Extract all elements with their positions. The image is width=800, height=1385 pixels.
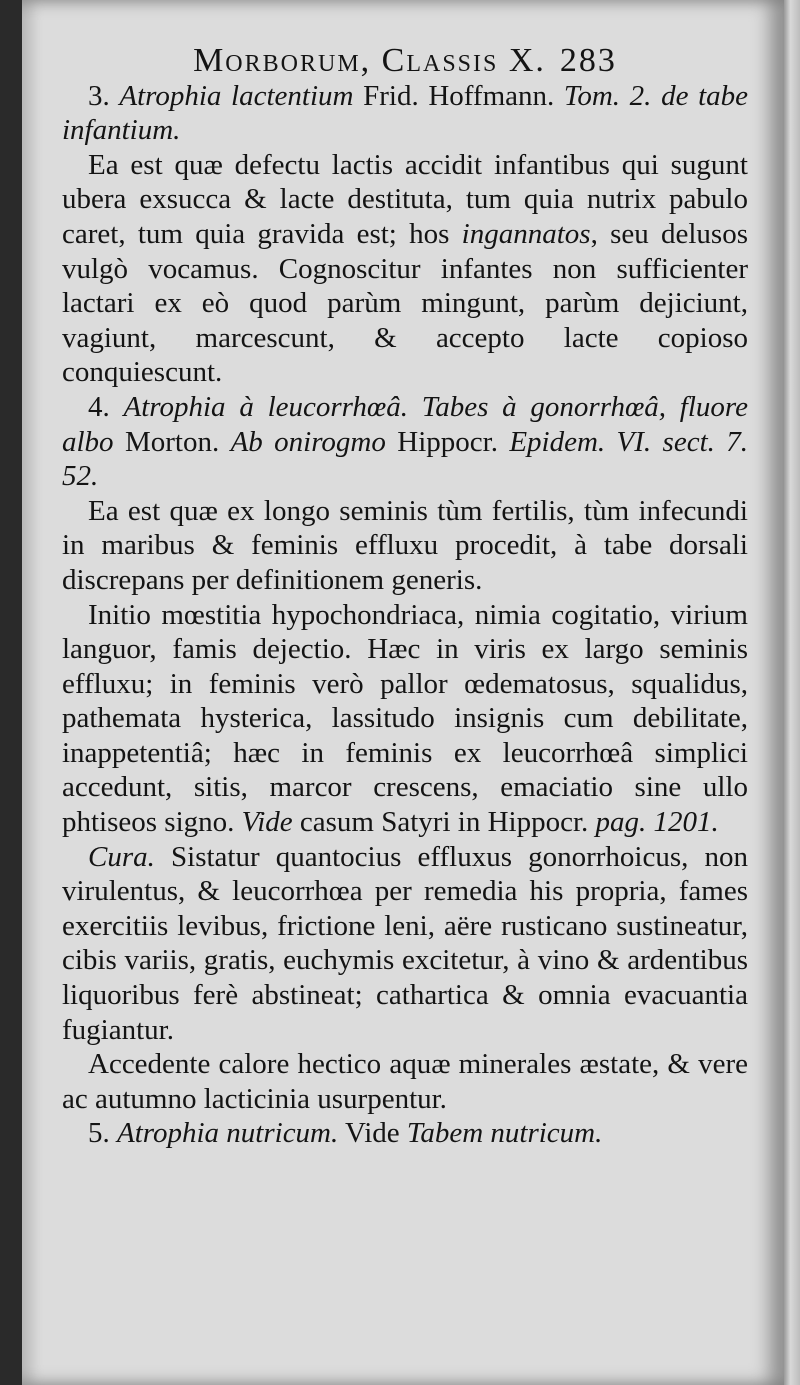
entry-number: 3.	[88, 79, 110, 112]
entry-reference: Hippocr.	[385, 425, 510, 458]
paragraph-definition-4	[62, 494, 748, 598]
entry-reference-italic: Tabem nutricum.	[406, 1117, 603, 1150]
entry-reference-italic: Ab onirogmo	[230, 425, 386, 458]
paragraph-text: casum Satyri in Hippocr.	[292, 806, 589, 839]
entry-reference: Vide	[338, 1117, 407, 1150]
running-header	[62, 44, 748, 79]
paragraph-text: Sistatur quantocius effluxus gonorrhoicus, non virulentus, & leucorrhœa per remedia his propria, fames exercitiis levibus, frictione leni, aëre rusticano sustineatur, cibis variis, gratis, euchymis excitetur, à vino & ardentibus liquoribus ferè abstineat; cathartica & omnia evacuantia fugiantur.	[62, 840, 748, 1046]
italic-term: Vide	[241, 806, 293, 839]
entry-heading-5	[62, 1116, 748, 1151]
italic-term: Cura.	[88, 840, 155, 873]
paragraph-definition-3	[62, 148, 748, 390]
page-text	[62, 44, 748, 1151]
entry-reference-italic: Tom. 2. de tabe infantium.	[62, 79, 748, 147]
paragraph-text: Initio mœstitia hypochondriaca, nimia cogitatio, virium languor, famis dejectio. Hæc in viris ex largo seminis effluxu; in feminis verò pallor œdematosus, squalidus, pathemata hysterica, lassitudo insignis cum debilitate, inappetentiâ; hæc in feminis ex leucorrhœâ simplici accedunt, sitis, marcor crescens, emaciatio sine ullo phtiseos signo.	[62, 598, 748, 839]
paragraph-text: Accedente calore hectico aquæ minerales æstate, & vere ac autumno lacticinia usurpentur.	[62, 1048, 748, 1115]
entry-reference: Frid. Hoffmann.	[353, 79, 564, 112]
entry-title: Atrophia lactentium	[119, 79, 354, 112]
running-title: Morborum, Classis X.	[193, 42, 546, 79]
italic-term: ingannatos	[461, 217, 591, 250]
entry-title: Atrophia nutricum.	[117, 1117, 339, 1150]
entry-number: 4.	[88, 390, 110, 423]
paragraph-text: Ea est quæ defectu lactis accidit infantibus qui sugunt ubera exsucca & lacte destituta, tum quia nutrix pabulo caret, tum quia gravida est; hos	[62, 148, 748, 250]
entry-reference-italic: Epidem. VI. sect. 7. 52.	[62, 425, 749, 493]
entry-number: 5.	[88, 1117, 110, 1150]
paragraph-text: , seu delusos vulgò vocamus. Cognoscitur infantes non sufficienter lactari ex eò quod parùm mingunt, parùm dejiciunt, vagiunt, marcescunt, & accepto lacte copioso conquiescunt.	[62, 217, 748, 389]
entry-heading-3	[62, 79, 748, 148]
paragraph-text: Ea est quæ ex longo seminis tùm fertilis, tùm infecundi in maribus & feminis effluxu procedit, à tabe dorsali discrepans per definitionem generis.	[62, 494, 748, 596]
entry-heading-4	[62, 390, 748, 494]
page-number: 283	[559, 42, 617, 79]
page-edge	[784, 0, 800, 1385]
italic-term: pag. 1201.	[595, 806, 719, 839]
entry-title: Atrophia à leucorrhœâ. Tabes à gonorrhœâ, fluore albo	[62, 390, 749, 458]
entry-reference: Morton.	[113, 425, 231, 458]
paragraph-accedente	[62, 1047, 748, 1116]
paragraph-symptoms	[62, 598, 748, 840]
paragraph-cura	[62, 840, 748, 1048]
